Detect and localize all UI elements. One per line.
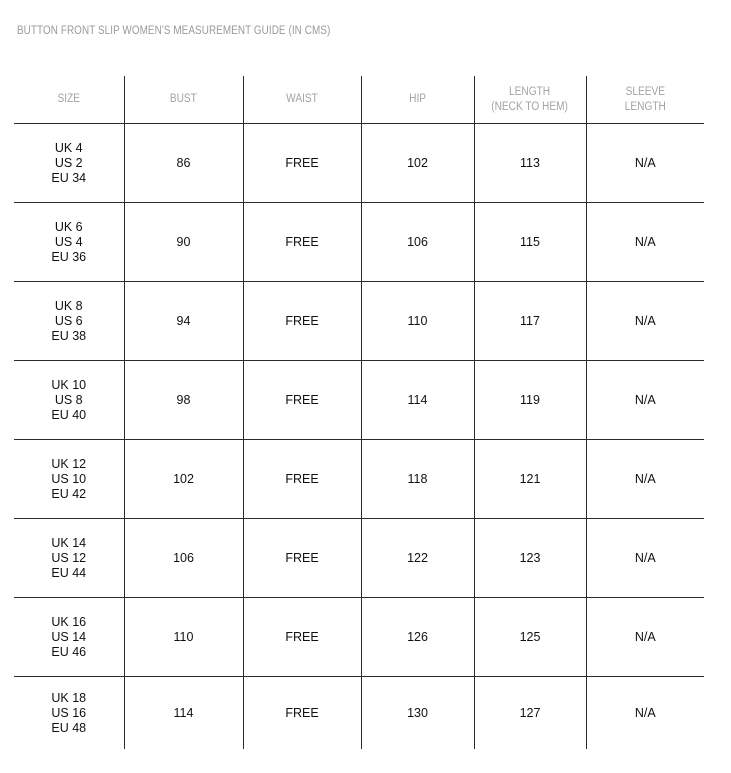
size-label: EU 36 <box>51 249 87 264</box>
hip-cell: 118 <box>361 440 474 519</box>
waist-cell: FREE <box>243 519 361 598</box>
header-label-line: WAIST <box>286 93 318 105</box>
guide-title: BUTTON FRONT SLIP WOMEN'S MEASUREMENT GUIDE (IN CMS) <box>17 25 331 37</box>
size-cell <box>14 203 124 282</box>
table-row <box>14 440 704 519</box>
size-cell <box>14 361 124 440</box>
sleeve-length-cell: N/A <box>586 203 704 282</box>
hip-cell: 114 <box>361 361 474 440</box>
length-cell: 123 <box>474 519 586 598</box>
size-label: US 6 <box>54 313 83 328</box>
length-cell: 113 <box>474 124 586 203</box>
size-label: EU 44 <box>51 565 87 580</box>
sleeve-length-cell: N/A <box>586 519 704 598</box>
waist-cell: FREE <box>243 440 361 519</box>
table-row <box>14 282 704 361</box>
size-label: UK 8 <box>54 298 83 313</box>
size-label: US 14 <box>51 629 87 644</box>
waist-cell: FREE <box>243 124 361 203</box>
column-header-label <box>409 92 426 107</box>
header-label-line: LENGTH <box>509 85 551 98</box>
length-cell: 121 <box>474 440 586 519</box>
column-header-hip <box>361 76 474 124</box>
hip-cell: 110 <box>361 282 474 361</box>
size-label: EU 46 <box>51 644 87 659</box>
size-label: US 12 <box>51 550 87 565</box>
size-label: US 16 <box>51 705 87 720</box>
table-body <box>14 124 704 750</box>
size-cell <box>14 519 124 598</box>
table-row <box>14 598 704 677</box>
size-label: UK 4 <box>54 140 83 155</box>
column-header-waist <box>243 76 361 124</box>
size-label: EU 40 <box>51 407 87 422</box>
size-cell <box>14 124 124 203</box>
size-label: UK 6 <box>54 219 83 234</box>
size-label: US 2 <box>54 155 83 170</box>
column-header-label <box>286 92 318 107</box>
sleeve-length-cell: N/A <box>586 598 704 677</box>
waist-cell: FREE <box>243 598 361 677</box>
waist-cell: FREE <box>243 282 361 361</box>
sleeve-length-cell: N/A <box>586 361 704 440</box>
bust-cell: 86 <box>124 124 243 203</box>
hip-cell: 102 <box>361 124 474 203</box>
header-label-line: (NECK TO HEM) <box>491 100 569 113</box>
column-header-label <box>58 92 80 107</box>
header-label-line: LENGTH <box>624 100 666 113</box>
table-row <box>14 519 704 598</box>
column-header-bust <box>124 76 243 124</box>
length-cell: 125 <box>474 598 586 677</box>
column-header-label <box>625 85 666 115</box>
table-row <box>14 677 704 750</box>
measurement-table <box>14 76 704 749</box>
size-cell <box>14 598 124 677</box>
waist-cell: FREE <box>243 203 361 282</box>
sleeve-length-cell: N/A <box>586 440 704 519</box>
length-cell: 115 <box>474 203 586 282</box>
header-label-line: SIZE <box>57 93 80 105</box>
size-label: US 10 <box>51 471 87 486</box>
size-label: UK 18 <box>51 690 87 705</box>
size-cell <box>14 440 124 519</box>
sleeve-length-cell: N/A <box>586 282 704 361</box>
bust-cell: 94 <box>124 282 243 361</box>
size-label: US 8 <box>54 392 83 407</box>
hip-cell: 122 <box>361 519 474 598</box>
header-label-line: SLEEVE <box>625 85 665 98</box>
length-cell: 119 <box>474 361 586 440</box>
bust-cell: 114 <box>124 677 243 750</box>
column-header-label <box>170 92 197 107</box>
size-label: EU 42 <box>51 486 87 501</box>
waist-cell: FREE <box>243 361 361 440</box>
size-label: EU 38 <box>51 328 87 343</box>
sleeve-length-cell: N/A <box>586 124 704 203</box>
table-row <box>14 124 704 203</box>
hip-cell: 130 <box>361 677 474 750</box>
header-label-line: BUST <box>169 93 197 105</box>
sleeve-length-cell: N/A <box>586 677 704 750</box>
waist-cell: FREE <box>243 677 361 750</box>
bust-cell: 110 <box>124 598 243 677</box>
header-label-line: HIP <box>409 93 426 105</box>
column-header-sleeve-length <box>586 76 704 124</box>
hip-cell: 126 <box>361 598 474 677</box>
hip-cell: 106 <box>361 203 474 282</box>
table-row <box>14 203 704 282</box>
size-label: UK 14 <box>51 535 87 550</box>
column-header-size <box>14 76 124 124</box>
bust-cell: 90 <box>124 203 243 282</box>
size-label: US 4 <box>54 234 83 249</box>
column-header-label <box>492 85 569 115</box>
size-label: UK 12 <box>51 456 87 471</box>
bust-cell: 102 <box>124 440 243 519</box>
size-label: EU 48 <box>51 720 87 735</box>
header-row <box>14 76 704 124</box>
size-label: UK 16 <box>51 614 87 629</box>
bust-cell: 106 <box>124 519 243 598</box>
size-label: EU 34 <box>51 170 87 185</box>
size-cell <box>14 677 124 750</box>
size-label: UK 10 <box>51 377 87 392</box>
size-cell <box>14 282 124 361</box>
length-cell: 127 <box>474 677 586 750</box>
column-header-length <box>474 76 586 124</box>
length-cell: 117 <box>474 282 586 361</box>
bust-cell: 98 <box>124 361 243 440</box>
table-row <box>14 361 704 440</box>
